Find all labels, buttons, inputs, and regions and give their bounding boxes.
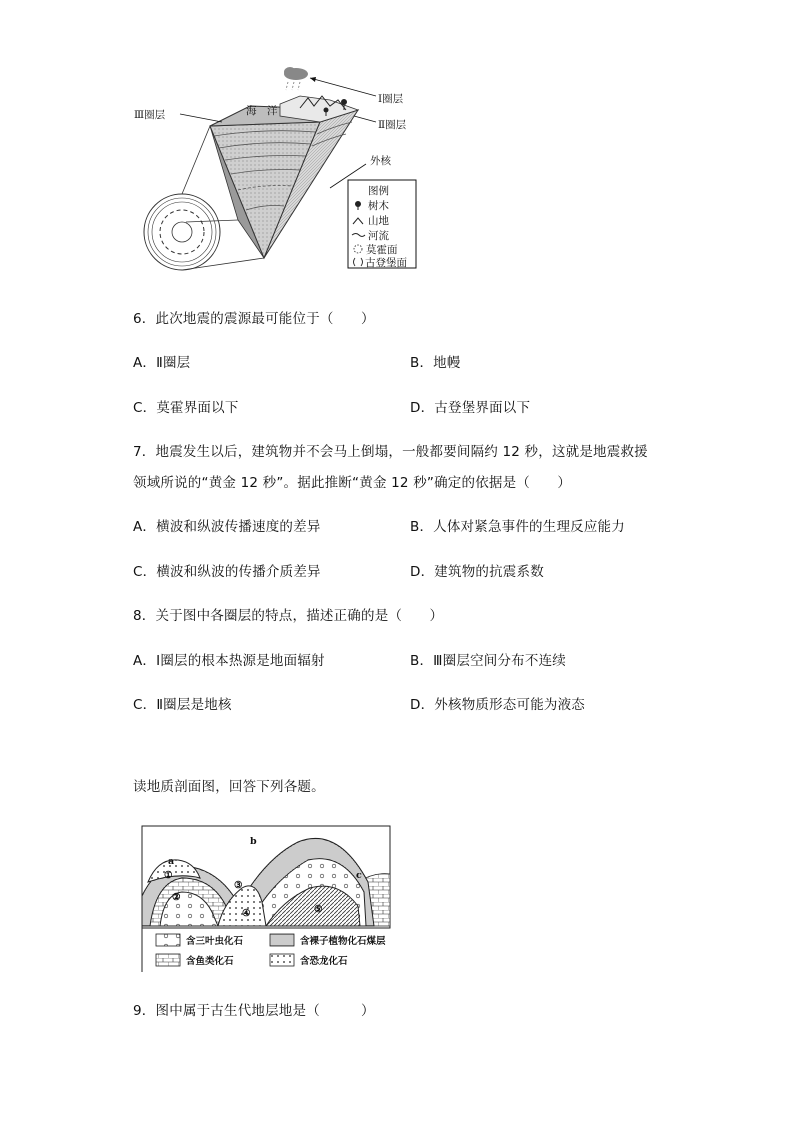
q8-option-b[interactable]: B．Ⅲ圈层空间分布不连续 [410,653,566,669]
geologic-section-figure [138,822,394,974]
layer3-label: Ⅲ圈层 [134,109,166,121]
q7-option-b[interactable]: B．人体对紧急事件的生理反应能力 [410,519,625,535]
q6-stem: 6．此次地震的震源最可能位于（ ） [133,311,375,327]
label-5: ⑤ [314,904,323,915]
legend-dinosaur: 含恐龙化石 [300,956,348,967]
legend-trilobite: 含三叶虫化石 [186,936,244,947]
figure2-legend [142,928,386,972]
q8-option-a[interactable]: A．Ⅰ圈层的根本热源是地面辐射 [133,653,325,669]
legend-item-mountain: 山地 [368,215,389,227]
ocean-label: 海 洋 [246,105,278,117]
q6-option-c[interactable]: C．莫霍界面以下 [133,400,239,416]
legend-item-gutenberg: 古登堡面 [365,257,407,269]
fish-swatch [156,954,180,966]
outer-core-label: 外核 [370,155,391,167]
label-1: ① [164,870,173,881]
label-3: ③ [234,880,243,891]
q9-stem: 9．图中属于古生代地层地是（ ） [133,1003,375,1019]
layer2-label: Ⅱ圈层 [378,119,407,131]
q6-option-d[interactable]: D．古登堡界面以下 [410,400,531,416]
label-2: ② [172,892,181,903]
q7-stem-line2: 领域所说的“黄金 12 秒”。据此推断“黄金 12 秒”确定的依据是（ ） [133,475,572,491]
figure1-legend [348,180,416,269]
q6-option-b[interactable]: B．地幔 [410,355,461,371]
layer1-label: Ⅰ圈层 [378,93,404,105]
earth-wedge-block [210,96,358,258]
q8-stem: 8．关于图中各圈层的特点，描述正确的是（ ） [133,608,444,624]
q8-option-c[interactable]: C．Ⅱ圈层是地核 [133,697,232,713]
q7-stem-line1: 7．地震发生以后，建筑物并不会马上倒塌，一般都要间隔约 12 秒，这就是地震救援 [133,444,648,460]
legend-item-river: 河流 [368,230,389,242]
dinosaur-swatch [270,954,294,966]
q7-option-c[interactable]: C．横波和纵波的传播介质差异 [133,564,321,580]
cloud-icon [284,67,308,90]
legend-item-tree: 树木 [368,200,389,212]
legend-item-moho: 莫霍面 [366,244,398,256]
letter-b: b [250,836,257,847]
q8-option-d[interactable]: D．外核物质形态可能为液态 [410,697,585,713]
q7-option-d[interactable]: D．建筑物的抗震系数 [410,564,544,580]
section2-intro: 读地质剖面图，回答下列各题。 [133,779,325,795]
legend-title: 图例 [368,185,389,197]
q6-option-a[interactable]: A．Ⅱ圈层 [133,355,191,371]
letter-c: c [356,870,362,881]
coal-swatch [270,934,294,946]
q7-option-a[interactable]: A．横波和纵波传播速度的差异 [133,519,321,535]
earth-layers-figure [130,60,430,280]
legend-fish: 含鱼类化石 [186,956,234,967]
legend-coal: 含裸子植物化石煤层 [300,936,386,947]
letter-a: a [168,856,175,867]
trilobite-swatch [156,934,180,946]
label-4: ④ [242,908,251,919]
